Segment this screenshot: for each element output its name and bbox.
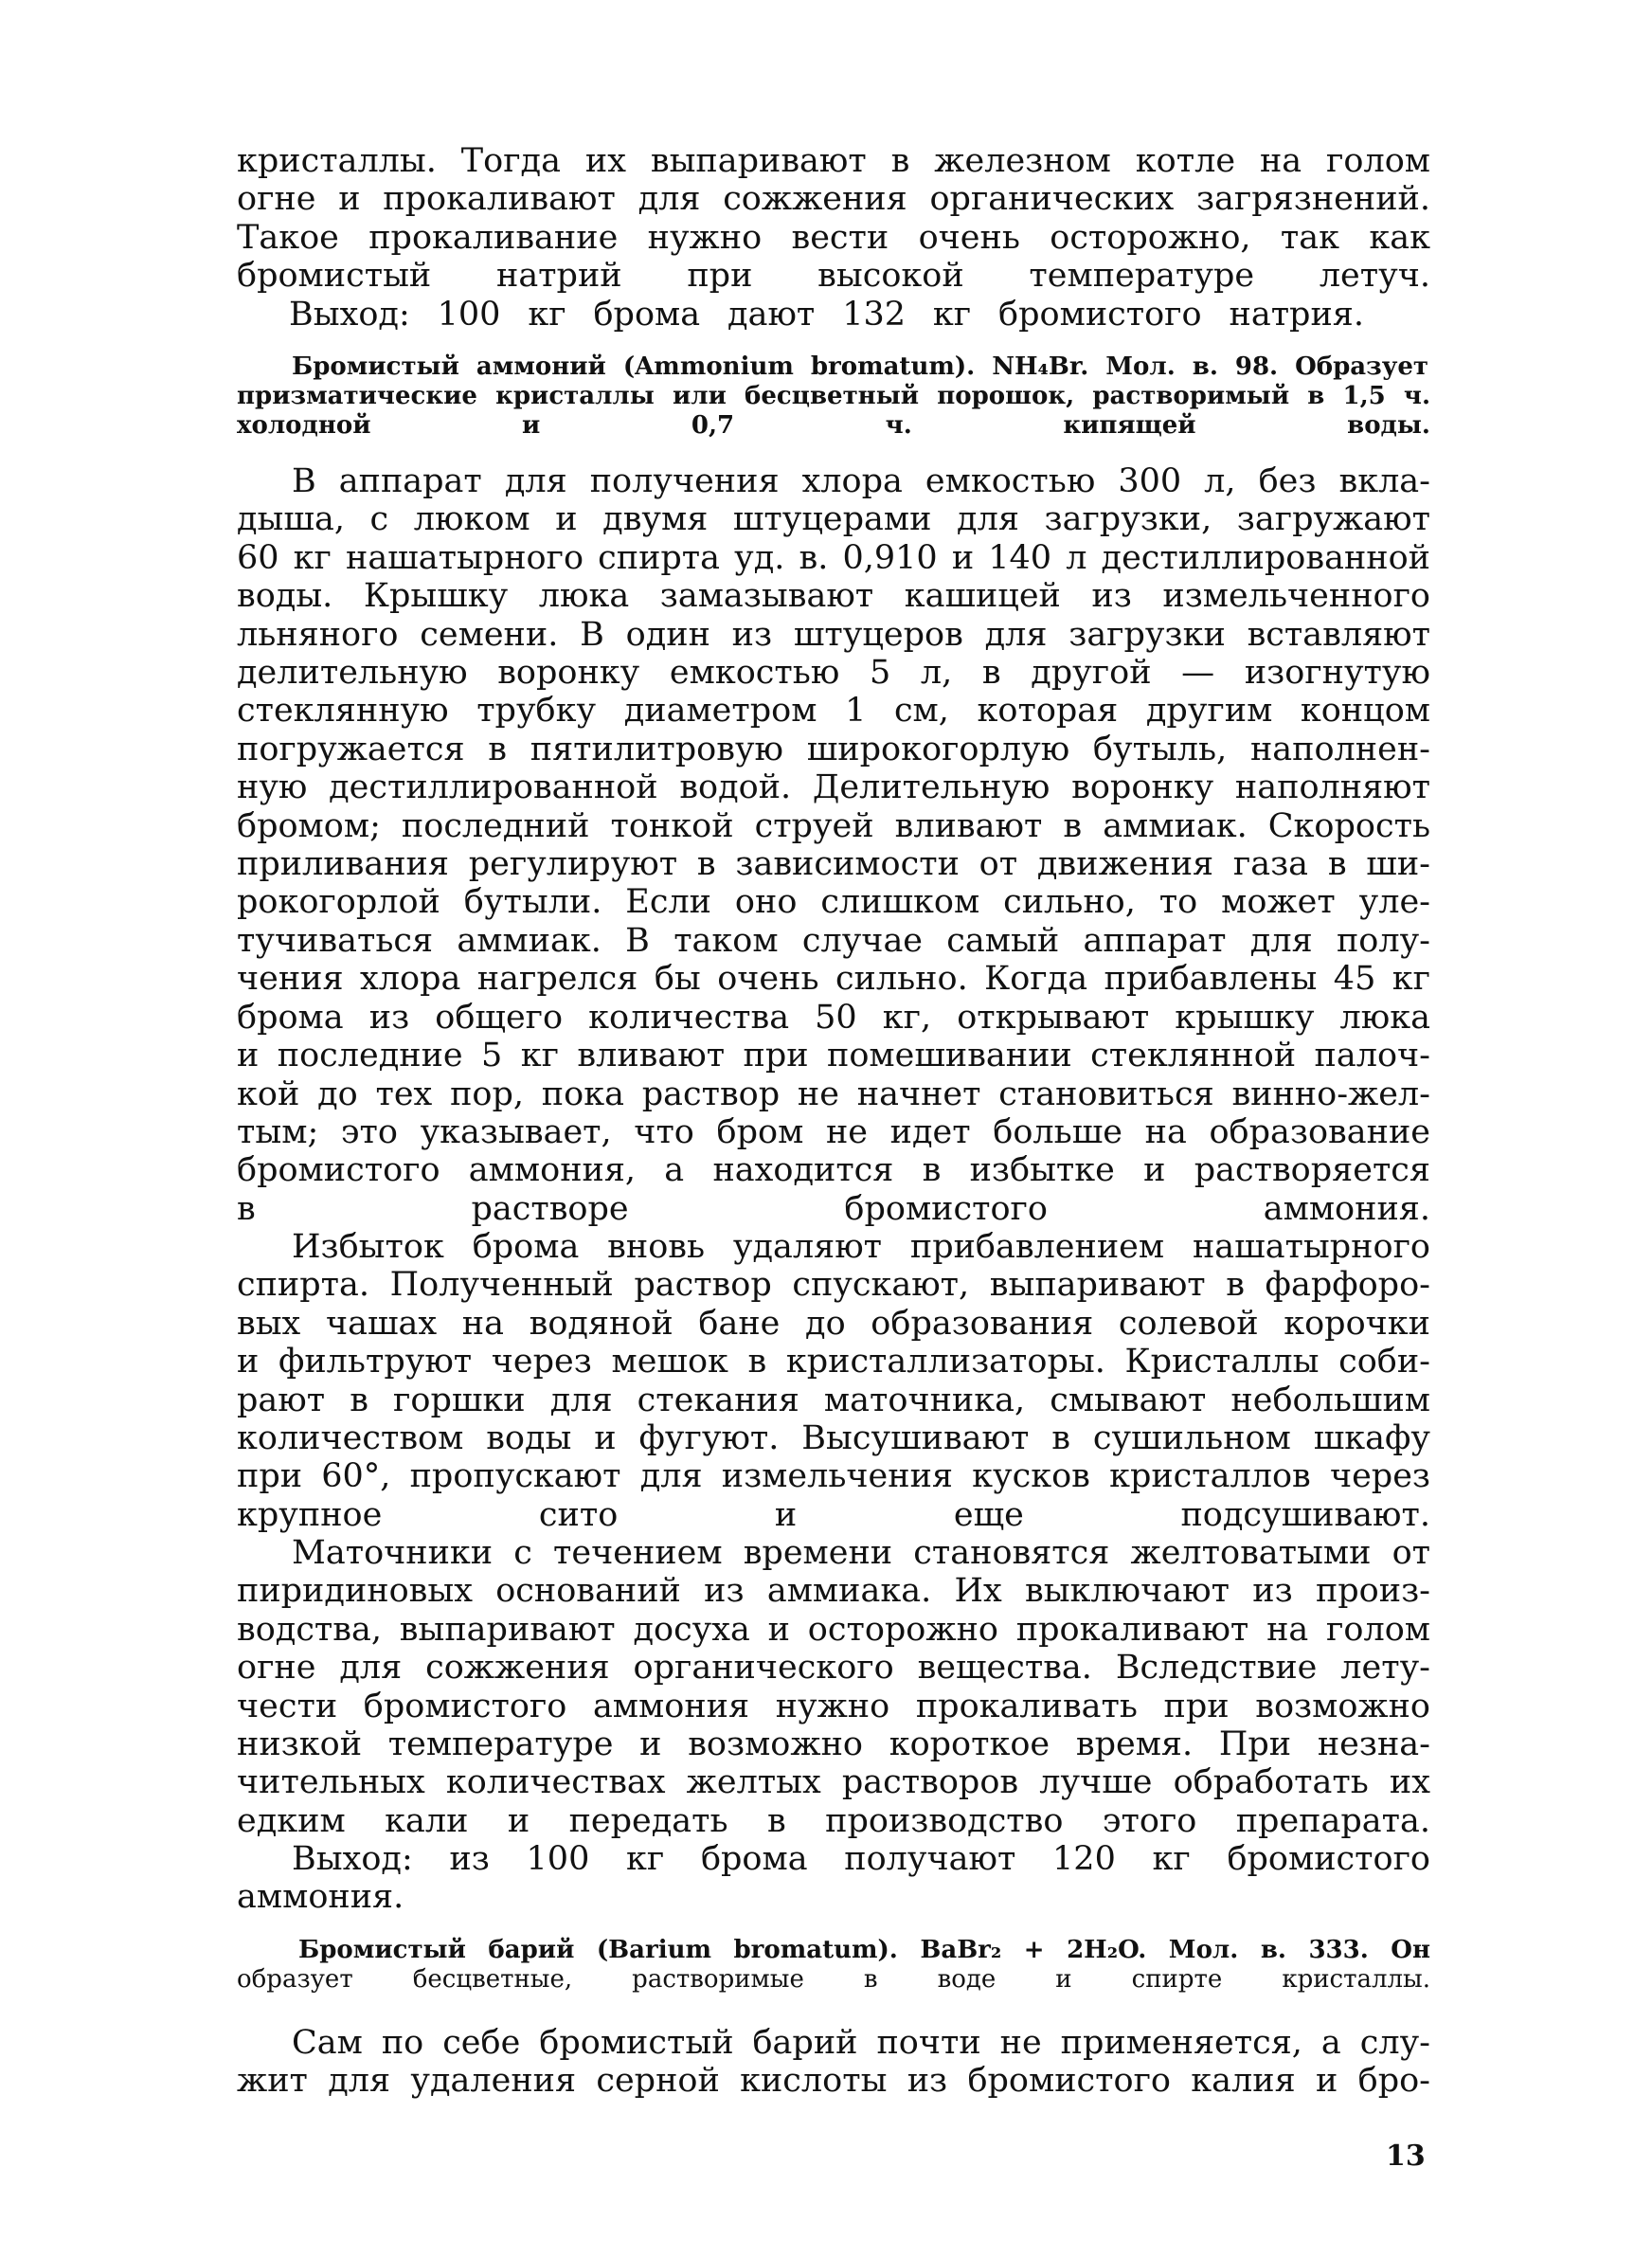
text-line: Маточники с течением времени становятся желтоватыми от (292, 1534, 1430, 1572)
text-line: бромистого аммония, а находится в избытке и растворяется (237, 1151, 1430, 1190)
text-line: огне и прокаливают для сожжения органических загрязнений. (237, 180, 1430, 219)
text-line: аммония. (237, 1878, 404, 1917)
text-line: тучиваться аммиак. В таком случае самый аппарат для полу- (237, 921, 1430, 960)
text-line: тым; это указывает, что бром не идет больше на образование (237, 1112, 1430, 1151)
text-line: рокогорлой бутыли. Если оно слишком сильно, то может уле- (237, 883, 1430, 922)
text-line: водства, выпаривают досуха и осторожно прокаливают на голом (237, 1610, 1430, 1649)
paragraph-ammonium-procedure (237, 462, 1430, 1228)
text-line: Выход: 100 кг брома дают 132 кг бромистого натрия. (289, 296, 1364, 334)
text-line: кристаллы. Тогда их выпаривают в железном котле на голом (237, 142, 1430, 180)
section-ammonium-bromide-header (292, 352, 1428, 382)
text-line: спирта. Полученный раствор спускают, выпаривают в фарфоро- (237, 1266, 1430, 1305)
text-line: рают в горшки для стекания маточника, смывают небольшим (237, 1381, 1430, 1419)
paragraph-sodium-bromide-end (237, 142, 1430, 296)
yield-ammonium-bromide (237, 1840, 1430, 1917)
text-line: Такое прокаливание нужно вести очень осторожно, так как (237, 218, 1430, 257)
paragraph-barium-usage (237, 2024, 1430, 2101)
paragraph-mother-liquor (237, 1534, 1430, 1840)
text-line: Избыток брома вновь удаляют прибавлением нашатырного (292, 1228, 1430, 1266)
text-line: погружается в пятилитровую широкогорлую бутыль, наполнен- (237, 730, 1430, 768)
text-line: чения хлора нагрелся бы очень сильно. Когда прибавлены 45 кг (237, 960, 1430, 999)
text-line: стеклянную трубку диаметром 1 см, которая другим концом (237, 692, 1430, 731)
text-line: холодной и 0,7 ч. кипящей воды. (237, 411, 1430, 440)
section-ammonium-bromide-description (237, 382, 1430, 441)
text-line: чести бромистого аммония нужно прокаливать при возможно (237, 1687, 1430, 1725)
text-line: огне для сожжения органического вещества. Вследствие лету- (237, 1649, 1430, 1688)
yield-sodium-bromide (289, 296, 1364, 334)
text-line: призматические кристаллы или бесцветный порошок, растворимый в 1,5 ч. (237, 382, 1430, 410)
text-line: в растворе бромистого аммония. (237, 1189, 1430, 1228)
text-line: В аппарат для получения хлора емкостью 300 л, без вкла- (292, 462, 1430, 500)
text-line: льняного семени. В один из штуцеров для загрузки вставляют (237, 615, 1430, 654)
text-line: воды. Крышку люка замазывают кашицей из измельченного (237, 577, 1430, 616)
page-number: 13 (1386, 2140, 1426, 2173)
text-line: Бромистый аммоний (Ammonium bromatum). NH₄Br. Мол. в. 98. Образует (292, 352, 1428, 381)
text-line: чительных количествах желтых растворов лучше обработать их (237, 1763, 1430, 1802)
section-barium-bromide-header (298, 1936, 1430, 1965)
text-line: кой до тех пор, пока раствор не начнет становиться винно-жел- (237, 1074, 1430, 1113)
text-line: вых чашах на водяной бане до образования солевой корочки (237, 1304, 1430, 1343)
text-line: Выход: из 100 кг брома получают 120 кг бромистого (292, 1840, 1430, 1878)
text-line: при 60°, пропускают для измельчения кусков кристаллов через (237, 1457, 1430, 1496)
text-line: бромом; последний тонкой струей вливают в аммиак. Скорость (237, 806, 1430, 845)
text-line: дыша, с люком и двумя штуцерами для загрузки, загружают (237, 500, 1430, 539)
text-line: пиридиновых оснований из аммиака. Их выключают из произ- (237, 1572, 1430, 1611)
text-line: низкой температуре и возможно короткое время. При незна- (237, 1725, 1430, 1764)
paragraph-excess-bromine (237, 1228, 1430, 1534)
text-line: жит для удаления серной кислоты из бромистого калия и бро- (237, 2062, 1430, 2101)
text-line: количеством воды и фугуют. Высушивают в сушильном шкафу (237, 1419, 1430, 1458)
text-line: приливания регулируют в зависимости от движения газа в ши- (237, 845, 1430, 884)
text-line: брома из общего количества 50 кг, открывают крышку люка (237, 998, 1430, 1037)
text-line: делительную воронку емкостью 5 л, в другой — изогнутую (237, 654, 1430, 693)
text-line: 60 кг нашатырного спирта уд. в. 0,910 и 140 л дестиллированной (237, 538, 1430, 577)
text-line: и фильтруют через мешок в кристаллизаторы. Кристаллы соби- (237, 1343, 1430, 1381)
text-line: Сам по себе бромистый барий почти не применяется, а слу- (292, 2024, 1430, 2062)
text-line: Бромистый барий (Barium bromatum). BaBr₂ + 2H₂O. Мол. в. 333. Он (298, 1936, 1430, 1964)
text-line: крупное сито и еще подсушивают. (237, 1495, 1430, 1534)
text-line: и последние 5 кг вливают при помешивании стеклянной палоч- (237, 1037, 1430, 1075)
text-line: едким кали и передать в производство этого препарата. (237, 1801, 1430, 1840)
section-barium-bromide-description (237, 1965, 1430, 1995)
text-line: образует бесцветные, растворимые в воде и спирте кристаллы. (237, 1965, 1430, 1994)
text-line: ную дестиллированной водой. Делительную воронку наполняют (237, 768, 1430, 807)
text-line: бромистый натрий при высокой температуре летуч. (237, 257, 1430, 296)
